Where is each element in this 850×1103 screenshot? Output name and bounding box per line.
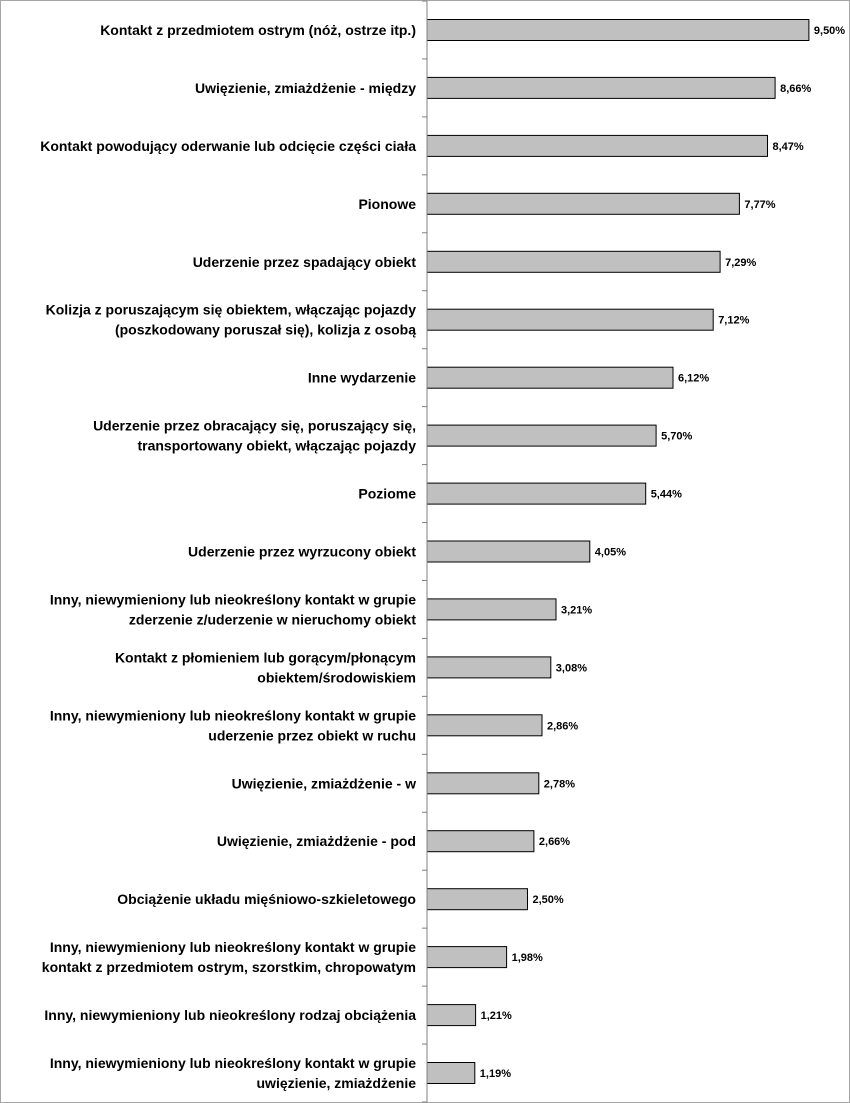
axis-layer <box>422 1 427 1102</box>
data-label: 7,12% <box>718 314 750 327</box>
bar <box>427 309 713 330</box>
data-label: 3,21% <box>561 604 593 617</box>
category-label <box>50 1055 416 1091</box>
category-label-line: Uderzenie przez wyrzucony obiekt <box>188 543 416 560</box>
category-label-line: Inny, niewymieniony lub nieokreślony kontakt w grupie <box>49 939 416 956</box>
bar <box>427 1063 475 1084</box>
bar <box>427 599 556 620</box>
data-label: 2,78% <box>543 778 576 791</box>
data-label: 6,12% <box>678 372 710 385</box>
category-label <box>232 775 416 791</box>
data-label: 5,70% <box>661 430 693 443</box>
category-label <box>40 138 416 154</box>
category-label-line: Pionowe <box>358 195 416 212</box>
data-label: 2,50% <box>532 894 564 907</box>
category-label <box>358 196 416 212</box>
category-label-line: kontakt z przedmiotem ostrym, szorstkim, chropowatym <box>41 959 416 976</box>
category-label-line: Inny, niewymieniony lub nieokreślony rodzaj obciążenia <box>44 1007 416 1024</box>
bar <box>427 1005 476 1026</box>
data-label: 1,19% <box>479 1068 512 1080</box>
category-label-line: Uderzenie przez obracający się, poruszający się, <box>93 417 416 434</box>
category-label-line: Inny, niewymieniony lub nieokreślony kontakt w grupie <box>49 591 416 608</box>
bar <box>427 889 528 910</box>
bar <box>427 193 739 214</box>
data-label: 2,66% <box>538 836 571 849</box>
category-label-line: Kolizja z poruszającym się obiektem, włączając pojazdy <box>45 301 416 318</box>
data-label: 7,77% <box>744 198 776 211</box>
category-label-line: uwięzienie, zmiażdżenie <box>256 1075 416 1091</box>
bar <box>427 483 646 504</box>
category-label-line: Inny, niewymieniony lub nieokreślony kontakt w grupie <box>49 707 416 724</box>
bar <box>427 367 673 388</box>
category-label-line: Uderzenie przez spadający obiekt <box>192 253 416 270</box>
data-label: 8,66% <box>780 82 812 95</box>
data-label: 8,47% <box>772 140 804 153</box>
data-label: 1,98% <box>511 952 543 965</box>
category-label <box>117 891 416 907</box>
category-label <box>50 591 416 627</box>
category-label <box>358 486 416 502</box>
category-label-line: zderzenie z/uderzenie w nieruchomy obiekt <box>128 611 416 628</box>
category-label-line: Inne wydarzenie <box>307 369 416 386</box>
bar <box>427 657 551 678</box>
bar <box>427 541 590 562</box>
category-label-line: Uwięzienie, zmiażdżenie - między <box>195 79 416 96</box>
category-label-line: transportowany obiekt, włączając pojazdy <box>137 437 416 454</box>
category-label <box>195 80 416 96</box>
category-label-line: Uwięzienie, zmiażdżenie - pod <box>216 833 416 850</box>
bar <box>427 135 768 156</box>
category-label <box>46 302 417 338</box>
bar <box>427 77 775 98</box>
category-label <box>188 544 416 560</box>
category-label <box>217 833 416 849</box>
category-label <box>115 649 416 685</box>
category-label <box>44 1007 416 1023</box>
bar <box>427 20 809 41</box>
category-label <box>308 370 416 386</box>
category-label-line: Kontakt z płomieniem lub gorącym/płonącym <box>114 649 416 666</box>
data-label: 7,29% <box>725 256 757 269</box>
category-label-line: uderzenie przez obiekt w ruchu <box>208 727 416 744</box>
category-label-line: obiektem/środowiskiem <box>257 669 416 686</box>
bar <box>427 715 542 736</box>
bar <box>427 773 539 794</box>
category-label <box>100 22 416 38</box>
data-label: 4,05% <box>594 546 627 559</box>
category-label-line: Poziome <box>358 485 416 502</box>
category-label-line: Uwięzienie, zmiażdżenie - w <box>231 775 416 792</box>
category-label <box>50 707 416 743</box>
category-label-line: Obciążenie układu mięśniowo-szkieletowego <box>117 891 416 908</box>
data-label: 3,08% <box>555 662 588 675</box>
bar <box>427 831 534 852</box>
data-label: 2,86% <box>547 720 579 733</box>
bar <box>427 947 507 968</box>
data-label: 9,50% <box>813 25 846 37</box>
data-label: 1,21% <box>480 1010 512 1023</box>
category-label <box>193 254 417 270</box>
category-label-line: Kontakt powodujący oderwanie lub odcięcie części ciała <box>40 137 416 154</box>
category-label <box>42 939 416 975</box>
data-label: 5,44% <box>650 488 682 501</box>
category-label <box>93 418 416 454</box>
bar <box>427 251 720 272</box>
bar <box>427 425 656 446</box>
category-label-line: (poszkodowany poruszał się), kolizja z osobą <box>114 321 416 338</box>
category-label-line: Kontakt z przedmiotem ostrym (nóż, ostrze itp.) <box>100 22 416 38</box>
category-label-line: Inny, niewymieniony lub nieokreślony kontakt w grupie <box>49 1055 416 1071</box>
